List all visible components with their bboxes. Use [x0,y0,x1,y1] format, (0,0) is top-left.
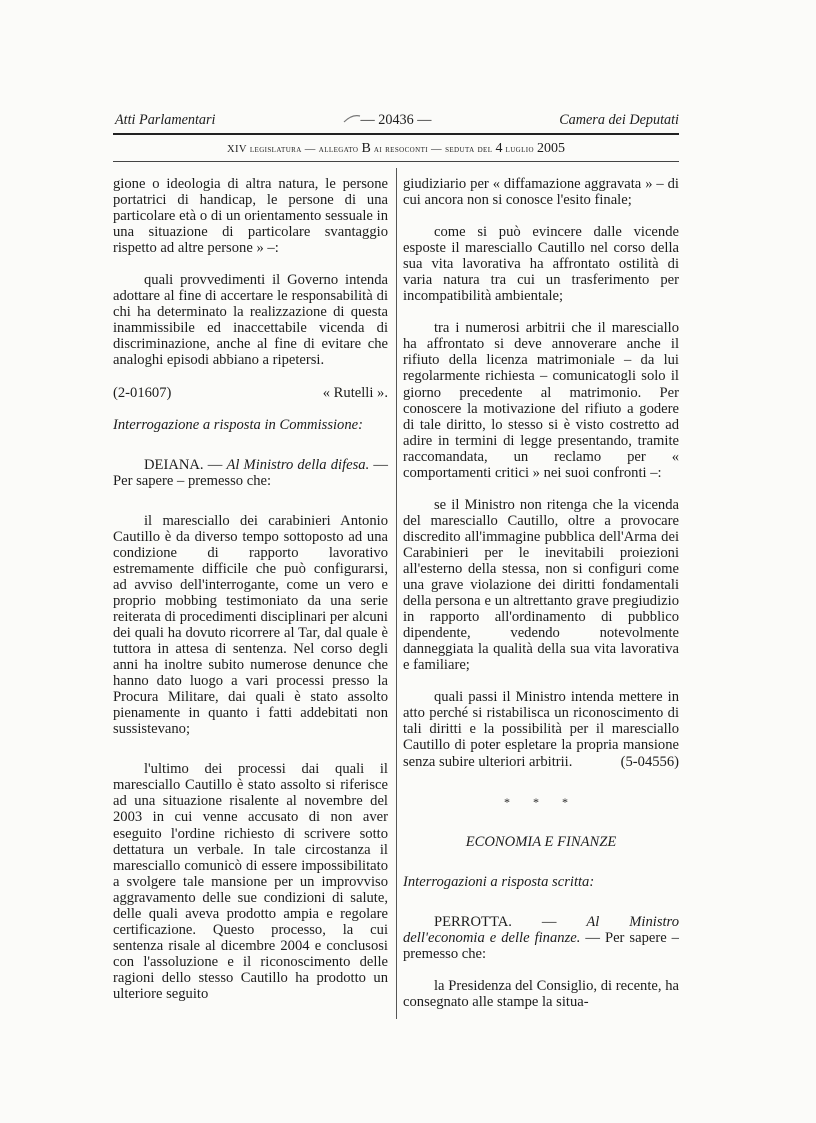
interrogation-intro [113,457,388,489]
column-divider [396,168,397,1019]
paragraph: come si può evincere dalle vicende esposte il maresciallo Cautillo nel corso della sua vita lavorativa ha affrontato ostilità di varia natura tra cui un trasferimento per incompatibilità ambientale; [403,224,679,305]
session-rule [113,161,679,162]
addressee: Al Ministro della difesa. [226,456,370,473]
paragraph: la Presidenza del Consiglio, di recente, ha consegnato alle stampe la situa- [403,977,679,1010]
page-number: — 20436 — [360,112,432,128]
reference-code: (2-01607) [113,384,172,401]
header-left: Atti Parlamentari [115,112,216,128]
paragraph-with-code [403,689,679,769]
intro-tail: — Per sapere – premesso che: [113,456,388,489]
header-right: Camera dei Deputati [559,112,679,128]
paragraph: quali provvedimenti il Governo intenda adottare al fine di accertare le responsabilità di chi ha determinato la realizzazione di questa inammissibile ed inaccettabile vicenda di discriminazione, anche al fine di evitare che analoghi episodi abbiano a ripetersi. [113,272,388,369]
intro-tail: — Per sapere – premesso che: [403,929,679,962]
page-header [113,112,679,134]
separator-stars: * * * [504,794,578,809]
pen-mark [340,108,380,128]
section-title: ECONOMIA E FINANZE [465,833,617,850]
addressee: Al Ministro dell'economia e delle finanze. [403,913,679,946]
session-year: 2005 [537,141,566,156]
left-column [113,176,388,1002]
paragraph: quali passi il Ministro intenda mettere in atto perché si ristabilisca un riconoscimento di tali diritti e la possibilità per il maresciallo Cautillo di poter espletare la propria mansione senza subire ulteriori arbitrii. [403,689,679,770]
session-pre: XIV legislatura — allegato [226,144,359,155]
interrogation-intro [403,914,679,962]
session-mid: ai resoconti — seduta del [373,144,493,155]
session-line [113,141,679,157]
paragraph: l'ultimo dei processi dai quali il maresciallo Cautillo è stato assolto si riferisce ad una situazione risalente al novembre del 2003 in cui venne accusato di non aver eseguito l'ordine richiesto di scrivere sotto dettatura un verbale. In tale circostanza il maresciallo comunicò di essere impossibilitato a svolgere tale mansione per un improvviso aggravamento delle sue condizioni di salute, delle quali aveva prodotto ampia e regolare certificazione. Questo processo, la cui sentenza risale al dicembre 2004 e conclusosi con l'assoluzione e il riconoscimento delle ragioni dello stesso Cautillo ha prodotto un ulteriore seguito [113,761,388,1002]
section-subtitle: Interrogazioni a risposta scritta: [403,873,595,890]
session-month: luglio [505,144,534,155]
paragraph: giudiziario per « diffamazione aggravata » – di cui ancora non si conosce l'esito finale; [403,176,679,209]
reference-code: (5-04556) [620,753,679,770]
session-annex: B [361,141,371,156]
paragraph: gione o ideologia di altra natura, le persone portatrici di handicap, le persone di una particolare età o di un orientamento sessuale in una situazione di particolare svantaggio rispetto ad altre persone » –: [113,176,388,257]
reference-line [113,385,388,401]
deputy-name: DEIANA. — [144,456,227,473]
reference-author: « Rutelli ». [322,384,388,401]
paragraph: tra i numerosi arbitrii che il maresciallo ha affrontato si deve annoverare anche il rifiuto della licenza matrimoniale – da lui regolarmente richiesta – comunicatogli solo il giorno precedente al matrimonio. Per conoscere la motivazione del rifiuto a godere di tale diritto, lo stesso si è visto costretto ad adire in termini di legge presentando, tramite raccomandata, un reclamo per « comportamenti critici » nei suoi confronti –: [403,320,679,481]
deputy-name: PERROTTA. — [434,913,587,930]
session-day: 4 [495,141,503,156]
paragraph: se il Ministro non ritenga che la vicenda del maresciallo Cautillo, oltre a provocare discredito all'immagine pubblica dell'Arma dei Carabinieri per le inevitabili proiezioni all'esterno della stessa, non si configuri come una grave violazione dei diritti fondamentali della persona e un altrettanto grave pregiudizio in rapporto all'ordinamento di pubblico dipendente, vedendo notevolmente danneggiata la qualità della sua vita lavorativa e familiare; [403,496,679,674]
paragraph: il maresciallo dei carabinieri Antonio Cautillo è da diverso tempo sottoposto ad una condizione di rapporto lavorativo estremamente difficile che può configurarsi, ad avviso dell'interrogante, come un vero e proprio mobbing testimoniato da una serie reiterata di procedimenti disciplinari per alcuni dei quali ha dovuto ricorrere al Tar, dal quale è tuttora in attesa di sentenza. Nel corso degli anni ha inoltre subito numerose denunce che hanno dato luogo a vari processi presso la Procura Militare, dai quali è stato assolto pienamente in quanto i fatti addebitati non sussistevano; [113,512,388,738]
header-rule [113,133,679,135]
section-heading: Interrogazione a risposta in Commissione: [113,416,363,433]
right-column [403,176,679,1010]
